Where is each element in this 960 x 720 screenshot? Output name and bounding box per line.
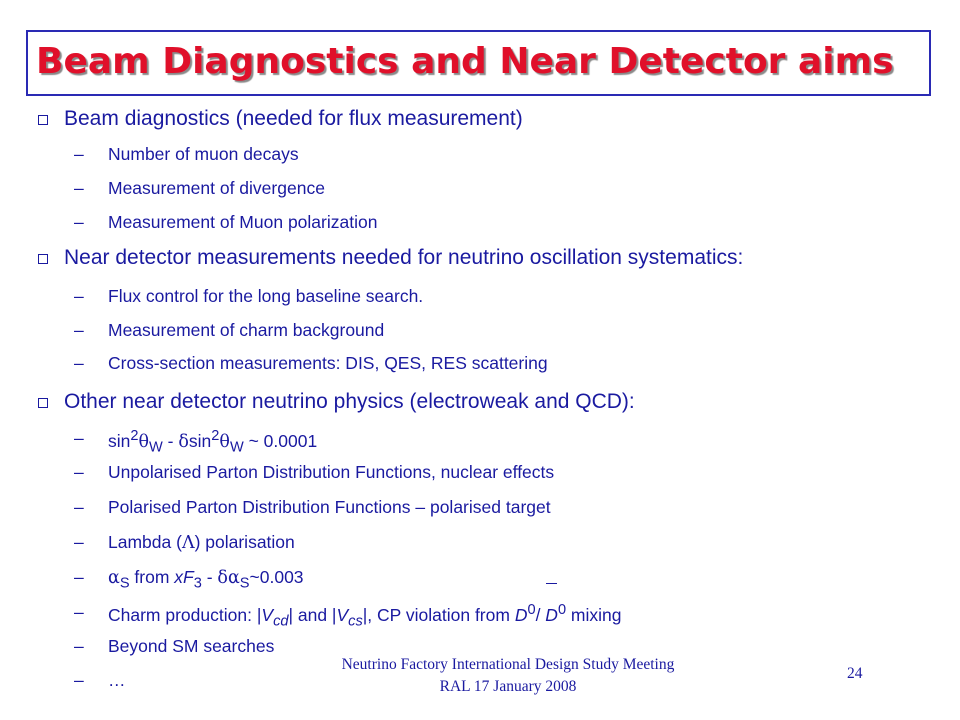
slide-title: Beam Diagnostics and Near Detector aims bbox=[36, 41, 894, 82]
title-box bbox=[26, 30, 931, 96]
footer-date: RAL 17 January 2008 bbox=[439, 678, 577, 695]
square-bullet-icon bbox=[38, 398, 48, 408]
square-bullet-icon bbox=[38, 115, 48, 125]
square-bullet-icon bbox=[38, 254, 48, 264]
footer-meeting: Neutrino Factory International Design Study Meeting bbox=[341, 656, 675, 673]
footer bbox=[258, 654, 758, 698]
page-number: 24 bbox=[847, 665, 863, 682]
d-bar: D bbox=[545, 604, 558, 625]
